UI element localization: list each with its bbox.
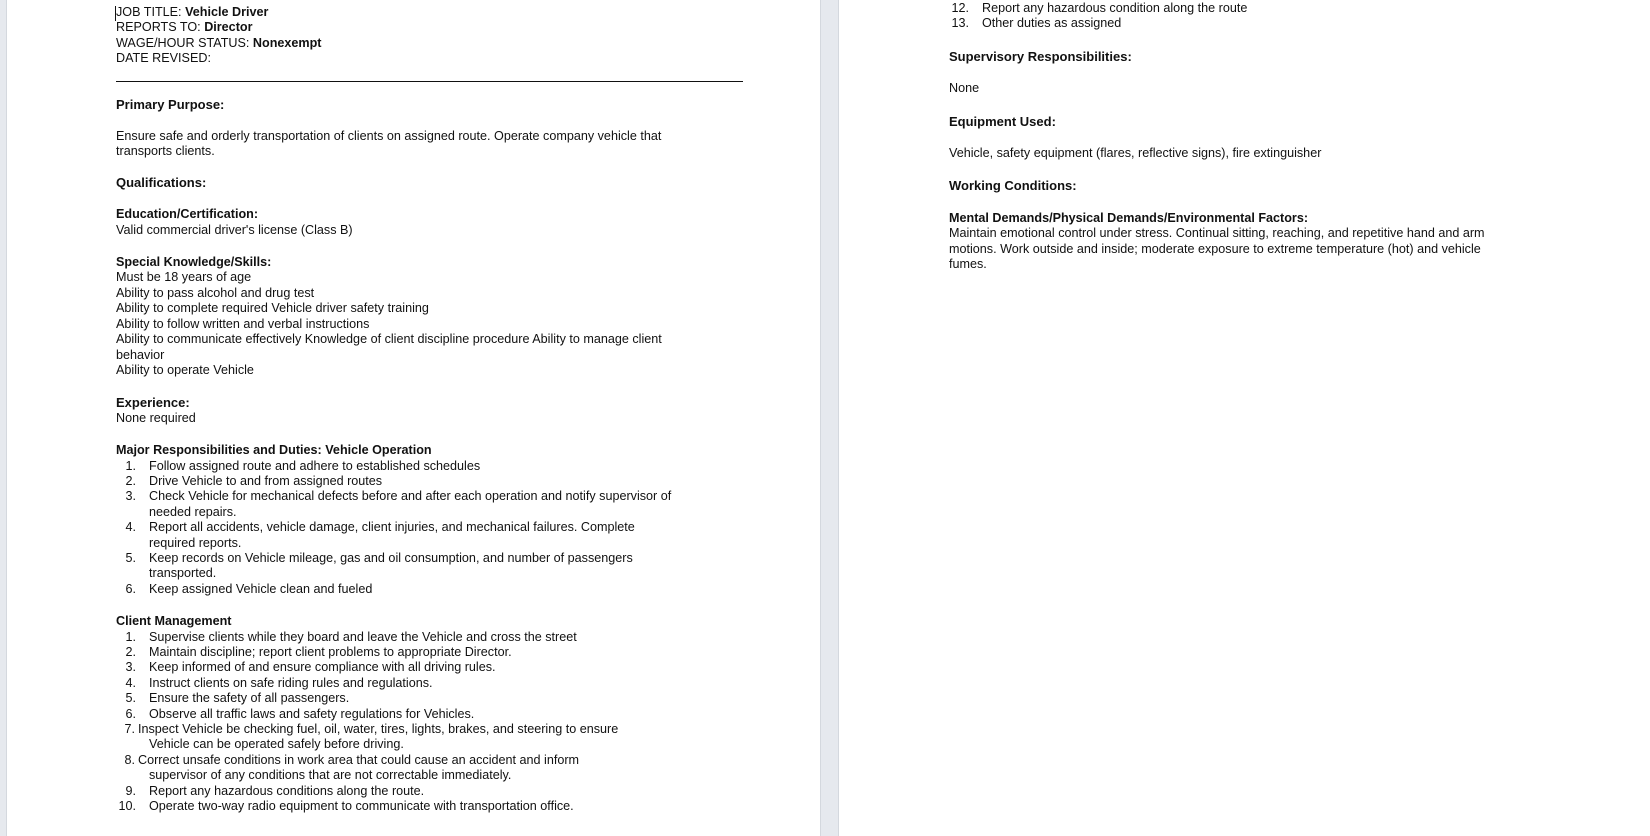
list-item: 2. Maintain discipline; report client problems to appropriate Director. (125, 645, 512, 659)
skill-item: Ability to follow written and verbal instructions (116, 316, 370, 331)
list-item: 5. Ensure the safety of all passengers. (125, 691, 350, 706)
list-item: 13. Other duties as assigned (951, 16, 1122, 31)
list-item: 2. Drive Vehicle to and from assigned routes (125, 473, 383, 488)
list-item: 4. Instruct clients on safe riding rules and regulations. (125, 675, 433, 690)
skills-list (116, 270, 716, 378)
primary-purpose-heading: Primary Purpose: (116, 96, 225, 112)
skills-heading: Special Knowledge/Skills: (116, 255, 272, 270)
list-item: 6. Keep assigned Vehicle clean and fueled (125, 581, 373, 596)
reports-to-label: REPORTS TO: (116, 20, 205, 35)
list-item: 1. Follow assigned route and adhere to established schedules (125, 458, 481, 473)
list-item: 12. Report any hazardous condition along the route (951, 1, 1248, 15)
vehicle-operation-list (116, 459, 716, 598)
skill-item: Must be 18 years of age (116, 270, 252, 285)
list-item: 5. Keep records on Vehicle mileage, gas and oil consumption, and number of passengers transported. (125, 550, 633, 581)
list-item: 9. Report any hazardous conditions along the route. (125, 783, 425, 798)
vehicle-operation-heading: Major Responsibilities and Duties: Vehicle Operation (116, 443, 432, 458)
skill-item: Ability to communicate effectively Knowledge of client discipline procedure Ability to manage client behavior (116, 332, 662, 362)
primary-purpose-text: Ensure safe and orderly transportation of clients on assigned route. Operate company vehicle that transports clients. (116, 129, 662, 159)
job-title-label: JOB TITLE: (116, 5, 186, 19)
working-conditions-heading: Working Conditions: (949, 178, 1077, 194)
reports-to-value: Director (204, 20, 253, 35)
document-page-2[interactable] (838, 0, 1650, 836)
document-page-1[interactable] (6, 0, 821, 836)
wage-status-value: Nonexempt (252, 35, 322, 50)
list-item: 8. Correct unsafe conditions in work area that could cause an accident and inform supervisor of any conditions that are not correctable immediately. (124, 752, 580, 783)
wage-status-line (116, 36, 716, 51)
job-title-line (116, 5, 716, 20)
skill-item: Ability to operate Vehicle (116, 362, 254, 377)
equipment-heading: Equipment Used: (949, 113, 1056, 129)
list-item: 1. Supervise clients while they board and leave the Vehicle and cross the street (125, 629, 577, 644)
client-management-list-continued (949, 1, 1529, 32)
job-title-value: Vehicle Driver (185, 5, 269, 19)
experience-heading: Experience: (116, 395, 190, 411)
skill-item: Ability to pass alcohol and drug test (116, 285, 315, 300)
experience-text: None required (116, 410, 196, 425)
supervisory-heading: Supervisory Responsibilities: (949, 48, 1132, 64)
list-item: 7. Inspect Vehicle be checking fuel, oil, water, tires, lights, brakes, and steering to ensure Vehicle can be operated safely before driving. (124, 722, 619, 752)
skill-item: Ability to complete required Vehicle driver safety training (116, 301, 429, 316)
education-heading: Education/Certification: (116, 207, 259, 222)
equipment-text: Vehicle, safety equipment (flares, reflective signs), fire extinguisher (949, 146, 1322, 161)
header-divider (116, 81, 743, 82)
list-item: 4. Report all accidents, vehicle damage, client injuries, and mechanical failures. Complete required reports. (125, 520, 635, 550)
reports-to-line (116, 20, 716, 35)
client-management-heading: Client Management (116, 614, 232, 629)
education-text: Valid commercial driver's license (Class B) (116, 222, 353, 237)
list-item: 6. Observe all traffic laws and safety regulations for Vehicles. (125, 706, 475, 721)
supervisory-text: None (949, 81, 980, 96)
list-item: 3. Keep informed of and ensure compliance with all driving rules. (125, 660, 496, 675)
list-item: 10. Operate two-way radio equipment to communicate with transportation office. (118, 799, 574, 814)
client-management-list (116, 630, 716, 815)
qualifications-heading: Qualifications: (116, 174, 207, 190)
demands-text: Maintain emotional control under stress. Continual sitting, reaching, and repetitive hand and arm motions. Work outside and inside; moderate exposure to extreme temperature (hot) and vehicle fumes. (949, 226, 1485, 272)
list-item: 3. Check Vehicle for mechanical defects before and after each operation and notify supervisor of needed repairs. (125, 489, 672, 519)
demands-heading: Mental Demands/Physical Demands/Environmental Factors: (949, 210, 1309, 225)
page-2-content[interactable] (949, 1, 1529, 272)
page-1-content[interactable] (116, 5, 716, 814)
date-revised-line: DATE REVISED: (116, 51, 211, 66)
wage-status-label: WAGE/HOUR STATUS: (116, 35, 253, 50)
text-cursor (115, 6, 116, 21)
